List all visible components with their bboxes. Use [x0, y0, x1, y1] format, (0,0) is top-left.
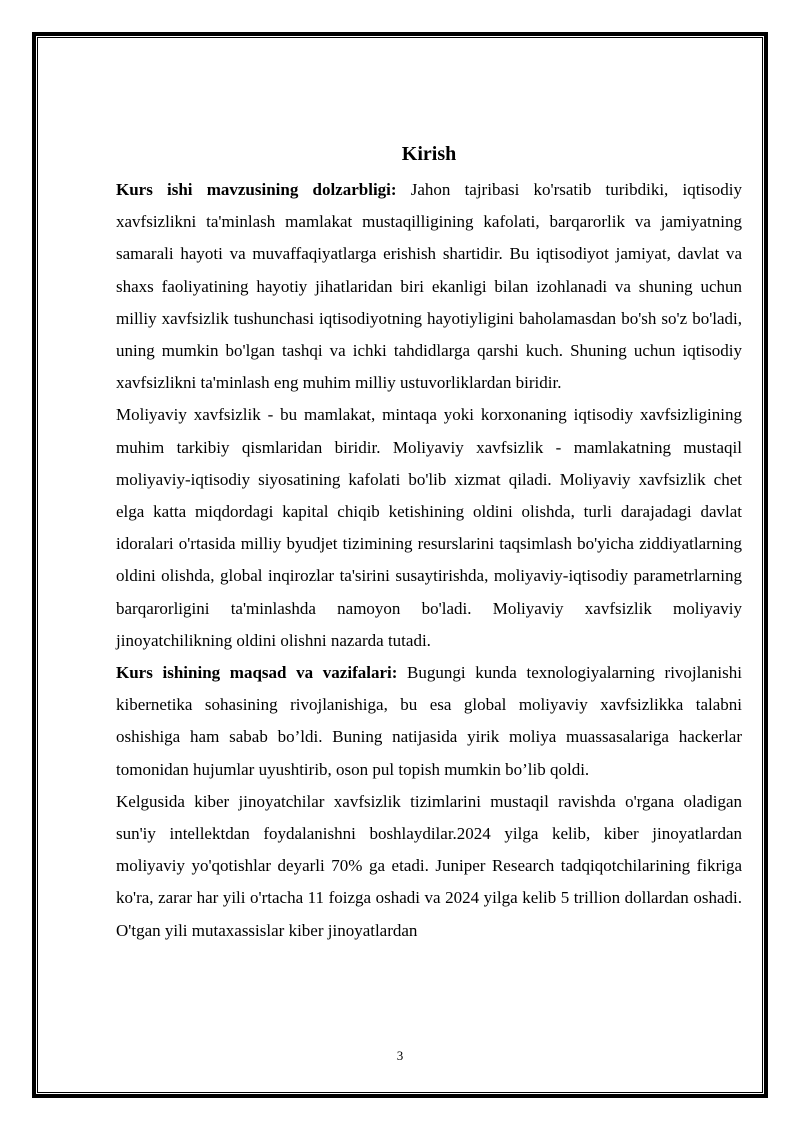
paragraph-text: Moliyaviy xavfsizlik - bu mamlakat, mintaqa yoki korxonaning iqtisodiy xavfsizligining muhim tarkibiy qismlaridan biridir. Moliyaviy xavfsizlik - mamlakatning mustaqil moliyaviy-iqtisodiy siyosatining kafolati bo'lib xizmat qiladi. Moliyaviy xavfsizlik chet elga katta miqdordagi kapital chiqib ketishining oldini olishda, turli darajadagi davlat idoralari o'rtasida milliy byudjet tizimining resurslarini taqsimlash bo'yicha ziddiyatlarning oldini olishda, global inqirozlar ta'sirini susaytirishda, moliyaviy-iqtisodiy parametrlarning barqarorligini ta'minlashda namoyon bo'ladi. Moliyaviy xavfsizlik moliyaviy jinoyatchilikning oldini olishni nazarda tutadi. [116, 405, 742, 650]
paragraph-cybercrime [116, 786, 742, 947]
paragraph-text: Jahon tajribasi ko'rsatib turibdiki, iqtisodiy xavfsizlikni ta'minlash mamlakat mustaqilligining kafolati, barqarorlik va jamiyatning samarali hayoti va muvaffaqiyatlarga erishish shartidir. Bu iqtisodiyot jamiyat, davlat va shaxs faoliyatining hayotiy jihatlaridan biri ekanligi bilan izohlanadi va shuning uchun milliy xavfsizlik tushunchasi iqtisodiyotning hayotiyligini baholamasdan bo'sh so'z bo'ladi, uning mumkin bo'lgan tashqi va ichki tahdidlarga qarshi kuch. Shuning uchun iqtisodiy xavfsizlikni ta'minlash eng muhim milliy ustuvorliklardan biridir. [116, 180, 742, 393]
paragraph-goals [116, 657, 742, 786]
paragraph-financial-security [116, 399, 742, 657]
paragraph-relevance [116, 174, 742, 399]
paragraph-lead: Kurs ishining maqsad va vazifalari: [116, 663, 398, 683]
paragraph-text: Bugungi kunda texnologiyalarning rivojlanishi kibernetika sohasining rivojlanishiga, bu esa global moliyaviy xavfsizlikka talabni oshishiga ham sabab bo’ldi. Buning natijasida yirik moliya muassasalariga hackerlar tomonidan hujumlar uyushtirib, oson pul topish mumkin bo’lib qoldi. [116, 663, 742, 779]
paragraph-text: Kelgusida kiber jinoyatchilar xavfsizlik tizimlarini mustaqil ravishda o'rgana oladigan sun'iy intellektdan foydalanishni boshlaydilar.2024 yilga kelib, kiber jinoyatlardan moliyaviy yo'qotishlar deyarli 70% ga etadi. Juniper Research tadqiqotchilarining fikriga ko'ra, zarar har yili o'rtacha 11 foizga oshadi va 2024 yilga kelib 5 trillion dollardan oshadi. O'tgan yili mutaxassislar kiber jinoyatlardan [116, 791, 742, 940]
document-body [116, 138, 742, 947]
page-number: 3 [396, 1048, 404, 1063]
paragraph-lead: Kurs ishi mavzusining dolzarbligi: [116, 180, 397, 199]
page-title: Kirish [401, 143, 457, 165]
